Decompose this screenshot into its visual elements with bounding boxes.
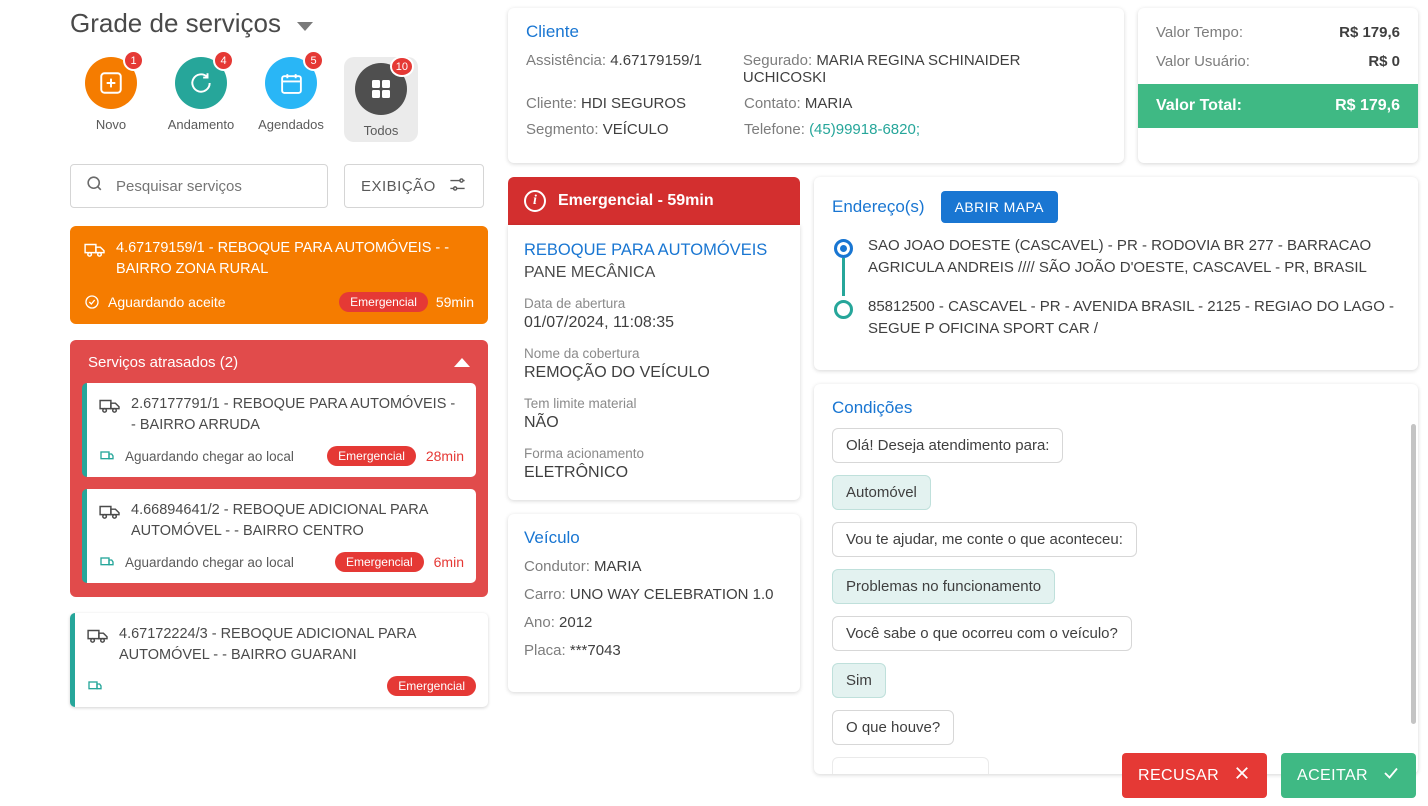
status-filter-row	[70, 54, 488, 142]
status-filter-label: Todos	[363, 123, 399, 138]
field-label: Tem limite material	[524, 396, 637, 411]
emergency-badge: Emergencial	[339, 292, 428, 312]
card-status-row	[87, 676, 476, 696]
list-item[interactable]	[82, 383, 476, 477]
client-section-title: Cliente	[526, 22, 579, 41]
address-section-title: Endereço(s)	[832, 197, 925, 216]
abrir-mapa-button[interactable]: ABRIR MAPA	[941, 191, 1058, 223]
field-value: REMOÇÃO DO VEÍCULO	[524, 364, 710, 381]
field-value: NÃO	[524, 414, 559, 431]
address-item-destination	[832, 296, 1400, 354]
search-box[interactable]	[70, 164, 328, 208]
field-value: UNO WAY CELEBRATION 1.0	[569, 586, 774, 603]
client-field	[744, 95, 852, 112]
client-row	[526, 121, 1106, 138]
vehicle-section-title: Veículo	[524, 528, 580, 547]
address-column	[814, 177, 1418, 774]
services-sidebar	[0, 0, 508, 806]
chat-bubble: Vou te ajudar, me conte o que aconteceu:	[832, 522, 1137, 557]
chat-bubble: Sim	[832, 663, 886, 698]
route-destination-marker	[832, 296, 854, 354]
close-icon	[1233, 764, 1251, 787]
clock-check-icon	[84, 294, 100, 310]
status-badge: 1	[123, 50, 144, 71]
status-filter-label: Novo	[95, 117, 127, 132]
late-services-section	[70, 340, 488, 597]
card-status-row	[84, 292, 474, 312]
vehicle-panel	[508, 514, 800, 692]
search-input[interactable]	[114, 177, 304, 196]
field-value: 4.67179159/1	[610, 52, 702, 69]
aceitar-button[interactable]	[1281, 753, 1416, 798]
field-label: Data de abertura	[524, 296, 626, 311]
vehicle-row	[524, 586, 784, 603]
card-title: 4.67172224/3 - REBOQUE ADICIONAL PARA AUTOMÓVEL - - BAIRRO GUARANI	[119, 626, 416, 663]
card-time: 6min	[433, 554, 464, 570]
status-circle-wrap	[175, 54, 227, 109]
chevron-down-icon[interactable]	[297, 22, 313, 31]
address-header	[832, 191, 1400, 223]
card-title-row	[99, 500, 464, 542]
mid-row	[508, 177, 1418, 774]
conditions-panel	[814, 384, 1418, 774]
client-field	[526, 121, 722, 138]
card-status: Aguardando aceite	[108, 294, 226, 310]
chat-bubble: Você sabe o que ocorreu com o veículo?	[832, 616, 1132, 651]
list-item[interactable]	[82, 489, 476, 583]
card-title: 2.67177791/1 - REBOQUE PARA AUTOMÓVEIS - - BAIRRO ARRUDA	[131, 396, 456, 433]
conditions-section-title: Condições	[832, 398, 913, 417]
field-label: Valor Usuário:	[1156, 53, 1250, 70]
route-line	[842, 258, 845, 296]
exibicao-label: EXIBIÇÃO	[361, 177, 436, 195]
field-value: R$ 179,6	[1335, 97, 1400, 114]
value-row-usuario	[1138, 47, 1418, 76]
card-title: 4.66894641/2 - REBOQUE ADICIONAL PARA AUTOMÓVEL - - BAIRRO CENTRO	[131, 502, 428, 539]
card-title-row	[99, 394, 464, 436]
status-badge: 10	[390, 56, 414, 77]
page-title-row	[70, 0, 488, 39]
recusar-button[interactable]	[1122, 753, 1267, 798]
phone-link[interactable]: (45)99918-6820;	[809, 121, 920, 138]
origin-dot-icon	[834, 239, 853, 258]
conditions-scrollbar[interactable]	[1411, 424, 1416, 724]
truck-status-icon	[87, 678, 103, 694]
filter-sliders-icon	[448, 175, 467, 198]
field-label: Nome da cobertura	[524, 346, 640, 361]
field-label: Cliente:	[526, 95, 577, 112]
route-origin-marker	[832, 235, 854, 296]
service-field	[524, 296, 784, 332]
client-panel	[508, 8, 1124, 163]
vehicle-row	[524, 614, 784, 631]
emergency-header-label: Emergencial - 59min	[558, 192, 714, 209]
client-row	[526, 52, 1106, 86]
field-label: Ano:	[524, 614, 555, 631]
service-column	[508, 177, 800, 774]
field-value: R$ 0	[1368, 53, 1400, 70]
status-filter-novo[interactable]	[74, 54, 148, 142]
chat-messages	[832, 428, 1400, 774]
card-status: Aguardando chegar ao local	[125, 554, 294, 570]
field-value: VEÍCULO	[602, 121, 669, 138]
field-label: Placa:	[524, 642, 566, 659]
field-value: ***7043	[569, 642, 621, 659]
truck-status-icon	[99, 554, 115, 570]
status-circle-wrap	[85, 54, 137, 109]
field-label: Segurado:	[742, 52, 813, 69]
field-value: 01/07/2024, 11:08:35	[524, 314, 675, 331]
field-label: Forma acionamento	[524, 446, 645, 461]
tow-truck-icon	[87, 626, 109, 644]
vehicle-row	[524, 642, 784, 659]
late-services-title: Serviços atrasados (2)	[88, 354, 239, 371]
address-destination-text: 85812500 - CASCAVEL - PR - AVENIDA BRASIL - 2125 - REGIAO DO LAGO - SEGUE P OFICINA SPORT CAR /	[868, 298, 1395, 337]
client-field	[526, 95, 722, 112]
field-value: MARIA REGINA SCHINAIDER UCHICOSKI	[742, 52, 1021, 86]
action-buttons	[1122, 753, 1416, 798]
emergency-badge: Emergencial	[327, 446, 416, 466]
service-field	[524, 446, 784, 482]
service-card-selected[interactable]	[70, 226, 488, 324]
service-subtitle: PANE MECÂNICA	[524, 264, 656, 281]
recusar-label: RECUSAR	[1137, 766, 1220, 784]
field-label: Condutor:	[524, 558, 590, 575]
top-row	[508, 8, 1418, 163]
status-filter-andamento[interactable]	[164, 54, 238, 142]
emergency-badge: Emergencial	[335, 552, 424, 572]
field-value: HDI SEGUROS	[581, 95, 687, 112]
emergency-badge: Emergencial	[387, 676, 476, 696]
status-filter-label: Agendados	[258, 117, 324, 132]
aceitar-label: ACEITAR	[1297, 766, 1368, 784]
client-field	[526, 52, 721, 86]
status-filter-agendados[interactable]	[254, 54, 328, 142]
search-icon	[85, 174, 104, 198]
chat-bubble: Automóvel	[832, 475, 931, 510]
card-status: Aguardando chegar ao local	[125, 448, 294, 464]
address-origin-text: SAO JOAO DOESTE (CASCAVEL) - PR - RODOVIA BR 277 - BARRACAO AGRICULA ANDREIS //// SÃO JOÃO D'OESTE, CASCAVEL - PR, BRASIL	[868, 237, 1372, 276]
destination-dot-icon	[834, 300, 853, 319]
field-label: Segmento:	[526, 121, 599, 138]
tow-truck-icon	[84, 240, 106, 258]
card-title-row	[84, 238, 474, 280]
field-value: 2012	[559, 614, 593, 631]
field-value: MARIA	[804, 95, 853, 112]
info-icon: i	[524, 190, 546, 212]
tow-truck-icon	[99, 396, 121, 414]
status-circle-wrap	[265, 54, 317, 109]
check-icon	[1382, 764, 1400, 787]
address-item-origin	[832, 235, 1400, 296]
status-badge: 5	[303, 50, 324, 71]
service-panel	[508, 225, 800, 500]
chevron-up-icon[interactable]	[454, 358, 470, 367]
card-status-row	[99, 446, 464, 466]
chat-bubble: Olá! Deseja atendimento para:	[832, 428, 1063, 463]
status-circle-wrap	[355, 60, 408, 115]
service-detail-area	[508, 0, 1428, 806]
value-row-tempo	[1138, 18, 1418, 47]
chat-bubble: O que houve?	[832, 710, 954, 745]
search-row	[70, 164, 488, 208]
field-label: Valor Tempo:	[1156, 24, 1243, 41]
field-label: Valor Total:	[1156, 97, 1242, 114]
client-row	[526, 95, 1106, 112]
vehicle-row	[524, 558, 784, 575]
card-time: 59min	[435, 294, 474, 310]
list-item[interactable]	[70, 613, 488, 707]
field-label: Carro:	[524, 586, 566, 603]
field-label: Telefone:	[744, 121, 805, 138]
truck-status-icon	[99, 448, 115, 464]
field-label: Assistência:	[526, 52, 607, 69]
status-badge: 4	[213, 50, 234, 71]
chat-bubble-partial	[832, 757, 989, 774]
chat-bubble: Problemas no funcionamento	[832, 569, 1055, 604]
field-label: Contato:	[744, 95, 801, 112]
emergency-header	[508, 177, 800, 225]
card-status-row	[99, 552, 464, 572]
status-filter-label: Andamento	[167, 117, 235, 132]
status-filter-todos[interactable]	[344, 57, 418, 142]
late-services-header[interactable]	[82, 352, 476, 383]
field-value: R$ 179,6	[1339, 24, 1400, 41]
tow-truck-icon	[99, 502, 121, 520]
card-time: 28min	[425, 448, 464, 464]
card-title-row	[87, 624, 476, 666]
exibicao-button[interactable]	[344, 164, 484, 208]
field-value: ELETRÔNICO	[524, 464, 629, 481]
service-field	[524, 346, 784, 382]
client-field	[743, 52, 1106, 86]
page-title: Grade de serviços	[70, 8, 281, 38]
card-title: 4.67179159/1 - REBOQUE PARA AUTOMÓVEIS - - BAIRRO ZONA RURAL	[116, 240, 450, 277]
client-field	[744, 121, 920, 138]
value-row-total	[1138, 84, 1418, 128]
service-field	[524, 396, 784, 432]
values-panel	[1138, 8, 1418, 163]
address-panel	[814, 177, 1418, 370]
service-title: REBOQUE PARA AUTOMÓVEIS	[524, 241, 768, 259]
field-value: MARIA	[594, 558, 642, 575]
